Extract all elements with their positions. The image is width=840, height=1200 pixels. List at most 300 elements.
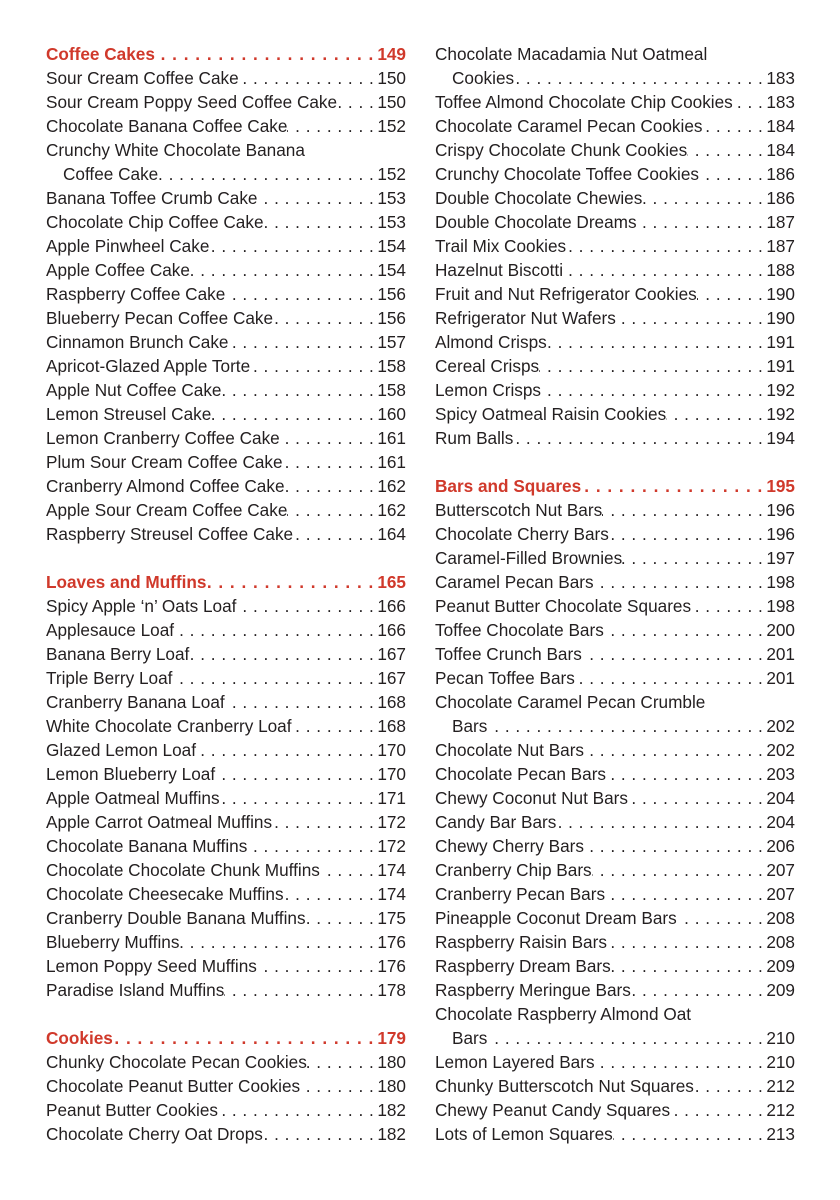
dot-leader	[280, 426, 378, 450]
page-number: 149	[377, 44, 406, 64]
page-number: 165	[377, 572, 406, 592]
page-number: 164	[377, 524, 406, 544]
entry-title: Raspberry Dream Bars	[435, 956, 611, 976]
dot-leader	[189, 642, 377, 666]
dot-leader	[566, 234, 766, 258]
entry-title: Blueberry Muffins	[46, 932, 180, 952]
index-entry	[46, 618, 406, 642]
index-entry	[435, 330, 795, 354]
dot-leader	[155, 42, 377, 66]
section-heading	[435, 474, 795, 498]
entry-title: Pineapple Coconut Dream Bars	[435, 908, 677, 928]
dot-leader	[595, 1050, 767, 1074]
index-entry	[435, 618, 795, 642]
entry-title: Cereal Crisps	[435, 356, 540, 376]
dot-leader	[285, 474, 378, 498]
dot-leader	[613, 1122, 767, 1146]
section-title: Bars and Squares	[435, 476, 582, 496]
dot-leader	[611, 954, 767, 978]
index-entry	[46, 834, 406, 858]
page-number: 158	[377, 380, 406, 400]
page-number: 182	[377, 1124, 406, 1144]
entry-title-continued: Bars	[452, 716, 488, 736]
index-entry	[435, 1050, 795, 1074]
index-entry	[435, 786, 795, 810]
index-entry	[435, 954, 795, 978]
entry-title: Chocolate Cherry Oat Drops	[46, 1124, 263, 1144]
entry-title: Cranberry Almond Coffee Cake	[46, 476, 285, 496]
entry-title: Apple Nut Coffee Cake	[46, 380, 222, 400]
page-number: 168	[377, 716, 406, 736]
section-title: Cookies	[46, 1028, 113, 1048]
dot-leader	[273, 306, 377, 330]
index-entry	[46, 234, 406, 258]
entry-title: Cranberry Banana Loaf	[46, 692, 225, 712]
index-entry	[435, 210, 795, 234]
index-entry	[435, 90, 795, 114]
index-entry	[435, 810, 795, 834]
dot-leader	[592, 858, 767, 882]
dot-leader	[224, 978, 377, 1002]
page-number: 161	[377, 428, 406, 448]
entry-title: Chocolate Pecan Bars	[435, 764, 607, 784]
page-number: 171	[377, 788, 406, 808]
page-number: 198	[766, 572, 795, 592]
page-number: 203	[766, 764, 795, 784]
index-entry	[435, 186, 795, 210]
page-number: 162	[377, 500, 406, 520]
entry-title: Glazed Lemon Loaf	[46, 740, 197, 760]
index-entry	[435, 714, 795, 738]
entry-title: Chocolate Nut Bars	[435, 740, 585, 760]
dot-leader	[513, 426, 766, 450]
index-entry	[46, 474, 406, 498]
dot-leader	[228, 330, 377, 354]
dot-leader	[594, 570, 767, 594]
entry-title: Crunchy Chocolate Toffee Cookies	[435, 164, 700, 184]
index-column-left	[46, 42, 406, 1146]
dot-leader	[699, 162, 766, 186]
page-number: 204	[766, 812, 795, 832]
entry-title: Cranberry Chip Bars	[435, 860, 592, 880]
page-number: 212	[766, 1100, 795, 1120]
index-entry	[435, 162, 795, 186]
index-entry	[46, 666, 406, 690]
dot-leader	[687, 138, 766, 162]
entry-title: Refrigerator Nut Wafers	[435, 308, 616, 328]
entry-title-line	[435, 690, 795, 714]
index-entry	[435, 522, 795, 546]
entry-title: Blueberry Pecan Coffee Cake	[46, 308, 274, 328]
entry-title: White Chocolate Cranberry Loaf	[46, 716, 292, 736]
entry-title: Double Chocolate Chewies	[435, 188, 643, 208]
dot-leader	[584, 834, 766, 858]
page-number: 209	[766, 956, 795, 976]
page-number: 191	[766, 356, 795, 376]
index-entry	[46, 66, 406, 90]
entry-title: Almond Crisps	[435, 332, 547, 352]
entry-title: Chocolate Chocolate Chunk Muffins	[46, 860, 320, 880]
dot-leader	[581, 474, 766, 498]
entry-title: Chocolate Macadamia Nut Oatmeal	[435, 44, 708, 64]
entry-title: Toffee Chocolate Bars	[435, 620, 604, 640]
index-column-right	[435, 42, 795, 1146]
index-entry	[435, 282, 795, 306]
spacer	[46, 1002, 406, 1026]
index-entry	[46, 330, 406, 354]
index-entry	[435, 258, 795, 282]
spacer	[46, 546, 406, 570]
dot-leader	[563, 258, 766, 282]
index-entry	[435, 738, 795, 762]
dot-leader	[628, 786, 766, 810]
dot-leader	[287, 498, 377, 522]
index-entry	[46, 426, 406, 450]
index-entry	[46, 762, 406, 786]
page-number: 161	[377, 452, 406, 472]
page-number: 184	[766, 140, 795, 160]
dot-leader	[604, 618, 767, 642]
index-entry	[435, 594, 795, 618]
entry-title: Double Chocolate Dreams	[435, 212, 637, 232]
page-number: 174	[377, 884, 406, 904]
dot-leader	[602, 498, 766, 522]
index-entry	[435, 234, 795, 258]
entry-title: Raspberry Raisin Bars	[435, 932, 607, 952]
index-entry	[435, 426, 795, 450]
entry-title: Cinnamon Brunch Cake	[46, 332, 229, 352]
dot-leader	[691, 594, 766, 618]
index-entry	[46, 690, 406, 714]
dot-leader	[697, 282, 767, 306]
page-number: 176	[377, 956, 406, 976]
page-number: 200	[766, 620, 795, 640]
section-heading	[46, 42, 406, 66]
dot-leader	[190, 258, 377, 282]
page-number: 201	[766, 644, 795, 664]
entry-title: Caramel-Filled Brownies	[435, 548, 623, 568]
dot-leader	[293, 522, 377, 546]
entry-title: Apricot-Glazed Apple Torte	[46, 356, 251, 376]
page-number: 207	[766, 884, 795, 904]
dot-leader	[272, 810, 377, 834]
index-entry	[435, 498, 795, 522]
page-number: 213	[766, 1124, 795, 1144]
page-number: 195	[766, 476, 795, 496]
entry-title: Apple Oatmeal Muffins	[46, 788, 220, 808]
entry-title: Lemon Streusel Cake	[46, 404, 212, 424]
dot-leader	[221, 378, 377, 402]
page-number: 191	[766, 332, 795, 352]
entry-title: Toffee Crunch Bars	[435, 644, 582, 664]
page-number: 206	[766, 836, 795, 856]
entry-title: Sour Cream Poppy Seed Coffee Cake	[46, 92, 338, 112]
entry-title: Cranberry Double Banana Muffins	[46, 908, 306, 928]
entry-title: Paradise Island Muffins	[46, 980, 225, 1000]
entry-title: Apple Coffee Cake	[46, 260, 190, 280]
dot-leader	[547, 330, 767, 354]
dot-leader	[666, 402, 766, 426]
index-entry	[435, 306, 795, 330]
page-number: 182	[377, 1100, 406, 1120]
entry-title-continued: Cookies	[452, 68, 515, 88]
page-number: 152	[377, 164, 406, 184]
page-number: 190	[766, 308, 795, 328]
index-entry	[46, 354, 406, 378]
page-number: 196	[766, 500, 795, 520]
dot-leader	[257, 186, 377, 210]
page-number: 150	[377, 68, 406, 88]
entry-title: Raspberry Streusel Coffee Cake	[46, 524, 294, 544]
index-entry	[435, 882, 795, 906]
index-entry	[435, 762, 795, 786]
index-entry	[435, 378, 795, 402]
index-entry	[46, 930, 406, 954]
entry-title: Banana Toffee Crumb Cake	[46, 188, 258, 208]
entry-title: Chunky Chocolate Pecan Cookies	[46, 1052, 307, 1072]
dot-leader	[539, 354, 766, 378]
entry-title: Lemon Crisps	[435, 380, 542, 400]
entry-title: Chocolate Peanut Butter Cookies	[46, 1076, 301, 1096]
dot-leader	[284, 882, 378, 906]
page-number: 172	[377, 812, 406, 832]
spacer	[435, 450, 795, 474]
page-number: 152	[377, 116, 406, 136]
index-entry	[435, 834, 795, 858]
entry-title: Chocolate Chip Coffee Cake	[46, 212, 264, 232]
dot-leader	[606, 762, 766, 786]
dot-leader	[703, 114, 767, 138]
dot-leader	[733, 90, 767, 114]
entry-title-line	[435, 42, 795, 66]
page-number: 194	[766, 428, 795, 448]
dot-leader	[211, 402, 377, 426]
entry-title: Chocolate Cheesecake Muffins	[46, 884, 284, 904]
entry-title: Triple Berry Loaf	[46, 668, 173, 688]
index-entry	[46, 954, 406, 978]
page-number: 170	[377, 764, 406, 784]
page-number: 168	[377, 692, 406, 712]
dot-leader	[218, 1098, 377, 1122]
index-entry	[46, 1098, 406, 1122]
page-number: 198	[766, 596, 795, 616]
page-number: 197	[766, 548, 795, 568]
page-number: 184	[766, 116, 795, 136]
page-number: 167	[377, 668, 406, 688]
dot-leader	[225, 690, 378, 714]
dot-leader	[541, 378, 766, 402]
dot-leader	[239, 66, 378, 90]
dot-leader	[113, 1026, 377, 1050]
dot-leader	[257, 954, 377, 978]
page-number: 183	[766, 92, 795, 112]
dot-leader	[677, 906, 767, 930]
index-entry	[46, 522, 406, 546]
dot-leader	[209, 234, 377, 258]
entry-title: Rum Balls	[435, 428, 514, 448]
entry-title: Spicy Oatmeal Raisin Cookies	[435, 404, 667, 424]
index-entry	[435, 930, 795, 954]
page-number: 157	[377, 332, 406, 352]
entry-title: Peanut Butter Chocolate Squares	[435, 596, 692, 616]
entry-title: Lemon Layered Bars	[435, 1052, 595, 1072]
page-number: 212	[766, 1076, 795, 1096]
entry-title: Chewy Cherry Bars	[435, 836, 584, 856]
page-number: 192	[766, 380, 795, 400]
index-entry	[435, 642, 795, 666]
dot-leader	[172, 666, 377, 690]
entry-title-continued: Bars	[452, 1028, 488, 1048]
section-heading	[46, 570, 406, 594]
page-number: 174	[377, 860, 406, 880]
index-entry	[435, 858, 795, 882]
entry-title: Chocolate Cherry Bars	[435, 524, 609, 544]
page-number: 153	[377, 188, 406, 208]
dot-leader	[300, 1074, 377, 1098]
page-number: 202	[766, 740, 795, 760]
index-entry	[46, 378, 406, 402]
dot-leader	[622, 546, 766, 570]
page-number: 208	[766, 908, 795, 928]
page-number: 204	[766, 788, 795, 808]
page-number: 186	[766, 188, 795, 208]
page-number: 196	[766, 524, 795, 544]
dot-leader	[158, 162, 377, 186]
index-entry	[46, 498, 406, 522]
entry-title-continued: Coffee Cake	[63, 164, 159, 184]
index-entry	[46, 402, 406, 426]
page-number: 202	[766, 716, 795, 736]
entry-title: Toffee Almond Chocolate Chip Cookies	[435, 92, 733, 112]
dot-leader	[609, 522, 766, 546]
page-number: 190	[766, 284, 795, 304]
index-entry	[46, 162, 406, 186]
page-number: 160	[377, 404, 406, 424]
dot-leader	[250, 354, 377, 378]
index-entry	[46, 90, 406, 114]
index-entry	[46, 810, 406, 834]
index-entry	[46, 786, 406, 810]
entry-title: Apple Carrot Oatmeal Muffins	[46, 812, 273, 832]
entry-title: Lots of Lemon Squares	[435, 1124, 613, 1144]
index-entry	[435, 354, 795, 378]
dot-leader	[174, 618, 377, 642]
index-entry	[435, 402, 795, 426]
dot-leader	[670, 1098, 766, 1122]
page-number: 179	[377, 1028, 406, 1048]
index-entry	[435, 114, 795, 138]
entry-title: Caramel Pecan Bars	[435, 572, 594, 592]
dot-leader	[487, 1026, 766, 1050]
page-number: 156	[377, 308, 406, 328]
index-entry	[46, 642, 406, 666]
page-number: 175	[377, 908, 406, 928]
page-number: 153	[377, 212, 406, 232]
dot-leader	[584, 738, 766, 762]
index-entry	[46, 1074, 406, 1098]
dot-leader	[307, 1050, 377, 1074]
index-entry	[46, 978, 406, 1002]
entry-title: Candy Bar Bars	[435, 812, 557, 832]
entry-title: Banana Berry Loaf	[46, 644, 190, 664]
entry-title: Chocolate Raspberry Almond Oat	[435, 1004, 692, 1024]
entry-title: Crispy Chocolate Chunk Cookies	[435, 140, 688, 160]
dot-leader	[605, 882, 766, 906]
page-number: 210	[766, 1052, 795, 1072]
dot-leader	[247, 834, 377, 858]
page-number: 201	[766, 668, 795, 688]
index-entry	[435, 666, 795, 690]
entry-title: Applesauce Loaf	[46, 620, 175, 640]
dot-leader	[220, 786, 378, 810]
index-entry	[435, 1074, 795, 1098]
entry-title: Crunchy White Chocolate Banana	[46, 140, 305, 160]
dot-leader	[263, 1122, 377, 1146]
index-entry	[435, 1098, 795, 1122]
index-entry	[435, 546, 795, 570]
page-number: 209	[766, 980, 795, 1000]
entry-title-line	[46, 138, 406, 162]
entry-title: Chewy Coconut Nut Bars	[435, 788, 628, 808]
dot-leader	[196, 738, 377, 762]
entry-title: Raspberry Meringue Bars	[435, 980, 631, 1000]
page-number: 183	[766, 68, 795, 88]
entry-title: Lemon Blueberry Loaf	[46, 764, 216, 784]
dot-leader	[264, 210, 378, 234]
page-number: 187	[766, 236, 795, 256]
dot-leader	[179, 930, 377, 954]
entry-title: Lemon Poppy Seed Muffins	[46, 956, 257, 976]
index-entry	[46, 882, 406, 906]
index-entry	[435, 1026, 795, 1050]
entry-title: Spicy Apple ‘n’ Oats Loaf	[46, 596, 237, 616]
dot-leader	[225, 282, 377, 306]
dot-leader	[283, 450, 378, 474]
page-number: 158	[377, 356, 406, 376]
index-entry	[46, 714, 406, 738]
index-entry	[46, 594, 406, 618]
index-entry	[46, 450, 406, 474]
entry-title: Lemon Cranberry Coffee Cake	[46, 428, 280, 448]
index-entry	[46, 1050, 406, 1074]
entry-title: Chunky Butterscotch Nut Squares	[435, 1076, 694, 1096]
section-heading	[46, 1026, 406, 1050]
page-number: 208	[766, 932, 795, 952]
index-entry	[46, 210, 406, 234]
page-number: 186	[766, 164, 795, 184]
index-entry	[46, 114, 406, 138]
dot-leader	[637, 210, 767, 234]
index-entry	[435, 978, 795, 1002]
page-number: 166	[377, 596, 406, 616]
entry-title: Raspberry Coffee Cake	[46, 284, 226, 304]
page-number: 170	[377, 740, 406, 760]
page-number: 188	[766, 260, 795, 280]
dot-leader	[642, 186, 766, 210]
index-entry	[46, 186, 406, 210]
dot-leader	[607, 930, 766, 954]
dot-leader	[514, 66, 766, 90]
entry-title: Cranberry Pecan Bars	[435, 884, 606, 904]
page-number: 150	[377, 92, 406, 112]
index-entry	[46, 906, 406, 930]
entry-title: Apple Pinwheel Cake	[46, 236, 210, 256]
page-number: 154	[377, 236, 406, 256]
index-entry	[435, 570, 795, 594]
index-entry	[46, 282, 406, 306]
index-entry	[435, 66, 795, 90]
entry-title: Sour Cream Coffee Cake	[46, 68, 239, 88]
